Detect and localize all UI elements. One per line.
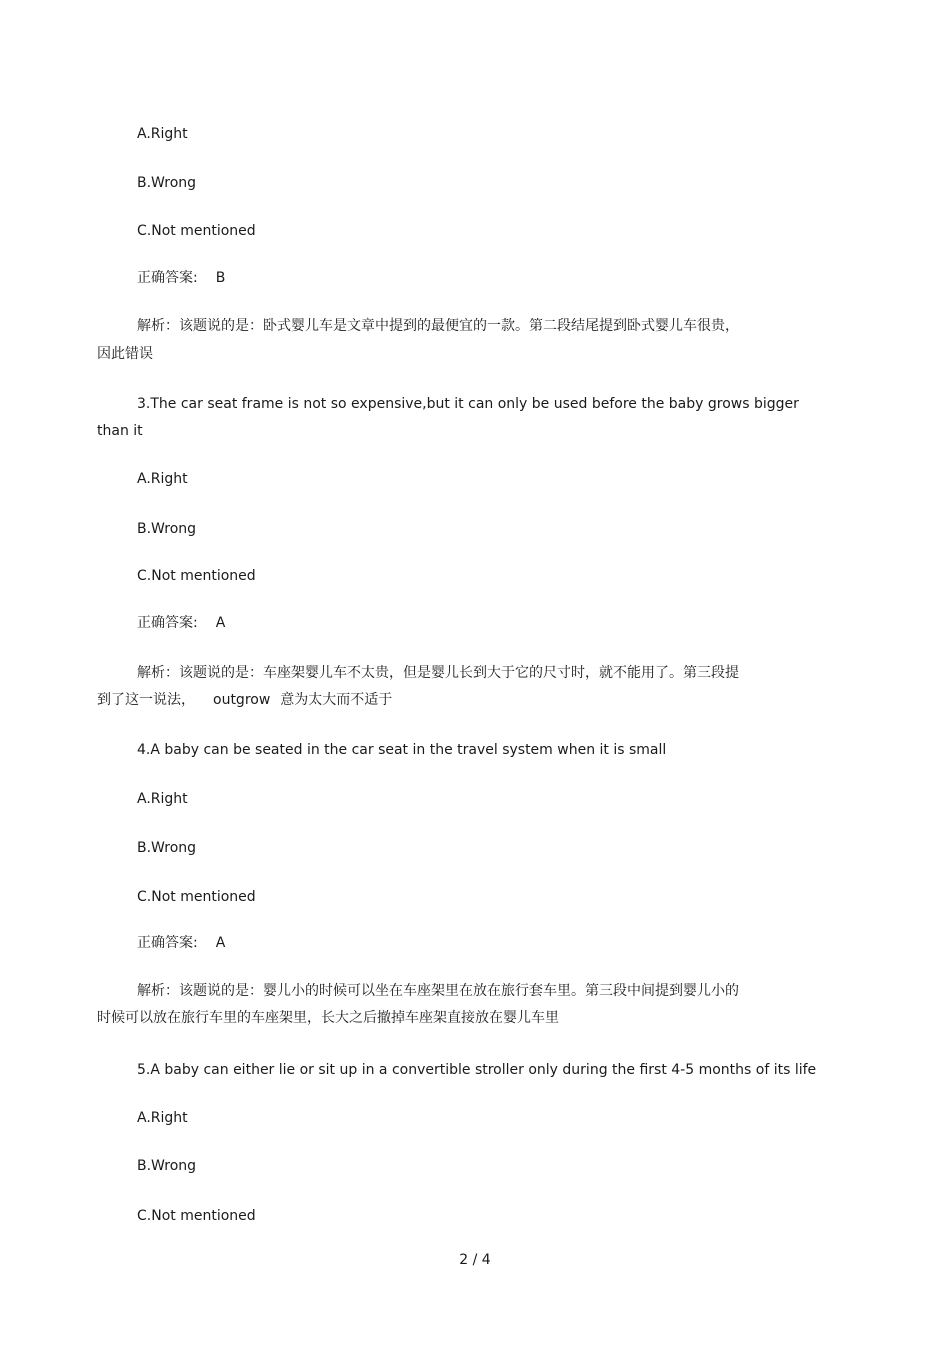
answer-label: 正确答案:	[137, 615, 198, 631]
option-c: C.Not mentioned	[137, 223, 256, 239]
answer-label: 正确答案:	[137, 270, 198, 286]
option-a: A.Right	[137, 791, 188, 807]
explanation-line: 因此错误	[97, 346, 153, 362]
option-a: A.Right	[137, 126, 188, 142]
keyword: outgrow	[213, 692, 271, 708]
option-a: A.Right	[137, 471, 188, 487]
question-text: than it	[97, 423, 143, 439]
answer-line	[137, 934, 225, 952]
explanation-line: 时候可以放在旅行车里的车座架里，长大之后撤掉车座架直接放在婴儿车里	[97, 1010, 559, 1026]
option-c: C.Not mentioned	[137, 568, 256, 584]
option-b: B.Wrong	[137, 175, 197, 191]
answer-line	[137, 269, 225, 287]
explanation-fragment: 意为太大而不适于	[280, 692, 393, 708]
explanation-line	[97, 691, 392, 709]
option-c: C.Not mentioned	[137, 889, 256, 905]
option-b: B.Wrong	[137, 521, 197, 537]
explanation-line: 解析：该题说的是：车座架婴儿车不太贵，但是婴儿长到大于它的尺寸时，就不能用了。第三段提	[137, 665, 739, 681]
question-text: 4.A baby can be seated in the car seat in the travel system when it is small	[137, 742, 667, 758]
page-number: 2 / 4	[459, 1252, 491, 1268]
option-a: A.Right	[137, 1110, 188, 1126]
answer-line	[137, 614, 225, 632]
answer-value: B	[215, 270, 226, 286]
question-text: 3.The car seat frame is not so expensive,but it can only be used before the baby grows bigger	[137, 396, 799, 412]
answer-label: 正确答案:	[137, 935, 198, 951]
option-c: C.Not mentioned	[137, 1208, 256, 1224]
option-b: B.Wrong	[137, 1158, 197, 1174]
explanation-fragment: 到了这一说法，	[97, 692, 195, 708]
question-text: 5.A baby can either lie or sit up in a convertible stroller only during the first 4-5 months of its life	[137, 1062, 817, 1078]
explanation-line: 解析：该题说的是：婴儿小的时候可以坐在车座架里在放在旅行套车里。第三段中间提到婴儿小的	[137, 983, 739, 999]
explanation-line: 解析：该题说的是：卧式婴儿车是文章中提到的最便宜的一款。第二段结尾提到卧式婴儿车很贵，	[137, 318, 739, 334]
option-b: B.Wrong	[137, 840, 197, 856]
answer-value: A	[215, 935, 226, 951]
answer-value: A	[215, 615, 226, 631]
